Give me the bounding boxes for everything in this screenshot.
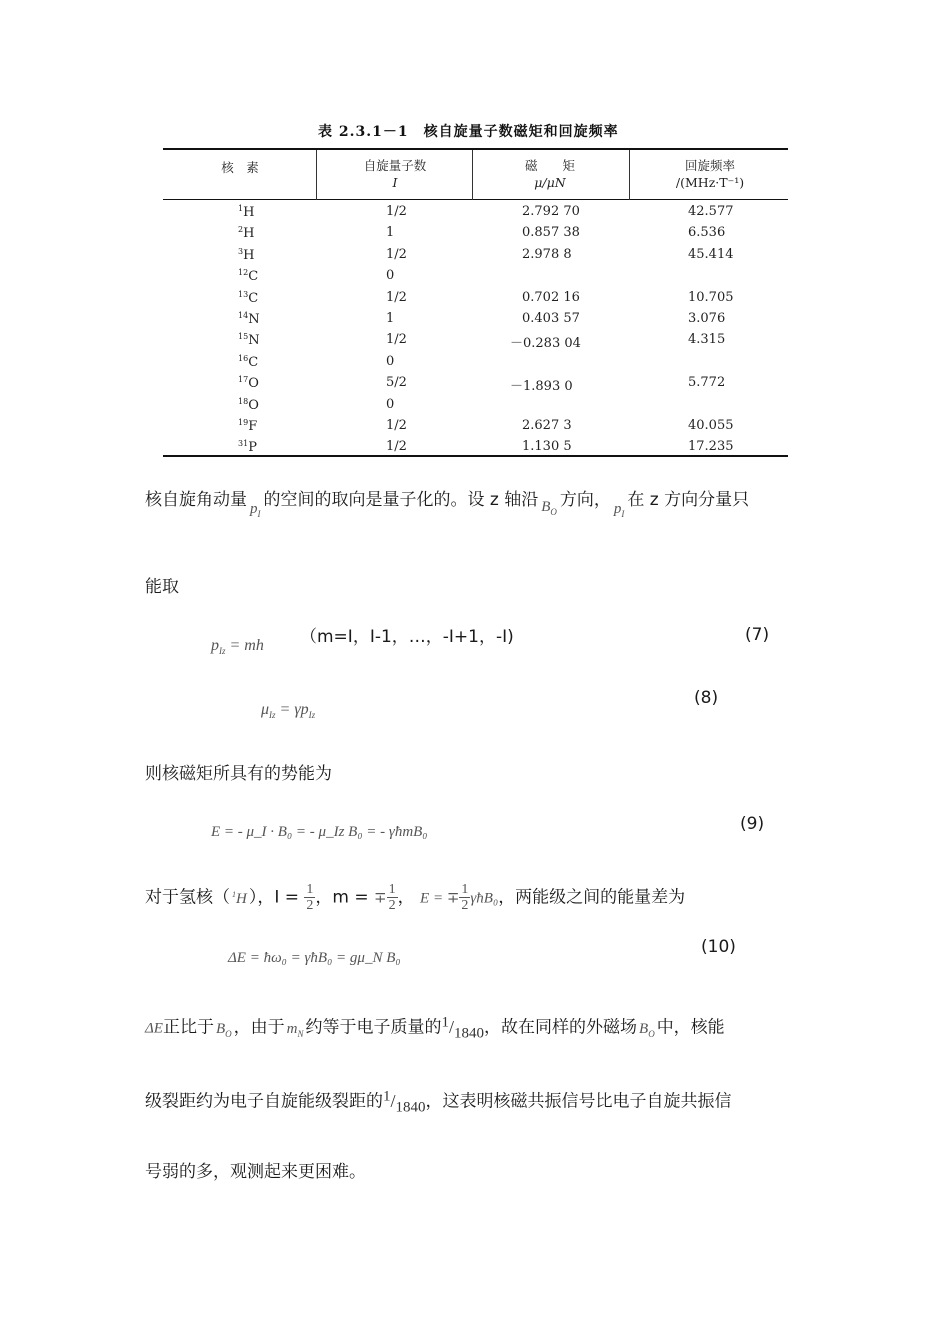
header-nuclide: 核 素 bbox=[221, 160, 259, 175]
table-top-rule bbox=[163, 148, 788, 150]
table-cell-spin: 1/2 bbox=[386, 439, 407, 454]
math-B0: $B_O$ bbox=[541, 499, 557, 517]
table-cell-nuclide: $^{15}$N bbox=[238, 332, 260, 348]
table-cell-frequency: 6.536 bbox=[688, 225, 726, 240]
table-cell-spin: 1/2 bbox=[386, 418, 407, 433]
equation-7-condition: （m=I，I-1，…，-I+1，-I) bbox=[300, 627, 514, 647]
math-hydrogen: $^1$H bbox=[232, 889, 247, 907]
table-cell-moment: 0.403 57 bbox=[522, 311, 580, 326]
math-B0: $B_O$ bbox=[215, 1020, 232, 1039]
table-cell-spin: 0 bbox=[386, 397, 395, 412]
table-cell-spin: 1/2 bbox=[386, 332, 407, 347]
math-E: E = ∓ bbox=[420, 890, 460, 907]
paragraph-3: 则核磁矩所具有的势能为 bbox=[145, 764, 332, 784]
equation-10-number: (10) bbox=[701, 937, 736, 957]
paragraph-1: 核自旋角动量 $p_I$的空间的取向是量子化的。设 z 轴沿 $B_O$方向， $p_I$在 z 方向分量只 bbox=[145, 490, 750, 519]
fraction-half: $\frac{1}{2}$ bbox=[306, 882, 314, 913]
math-pI: $p_I$ bbox=[250, 501, 261, 519]
table-cell-nuclide: $^1$H bbox=[238, 204, 255, 220]
paragraph-6: 级裂距约为电子自旋能级裂距的$^1/_{1840}$，这表明核磁共振信号比电子自旋共振信 bbox=[145, 1088, 732, 1116]
fraction-half: $\frac{1}{2}$ bbox=[461, 882, 469, 913]
table-cell-moment: －1.893 0 bbox=[510, 379, 573, 394]
paragraph-7: 号弱的多，观测起来更困难。 bbox=[145, 1162, 366, 1182]
table-cell-nuclide: $^{14}$N bbox=[238, 311, 260, 327]
table-cell-spin: 1/2 bbox=[386, 204, 407, 219]
table-title: 表 2.3.1－1 核自旋量子数磁矩和回旋频率 bbox=[318, 124, 619, 140]
table-divider bbox=[629, 150, 630, 200]
table-cell-frequency: 3.076 bbox=[688, 311, 726, 326]
table-cell-moment: 0.857 38 bbox=[522, 225, 580, 240]
header-moment: 磁 矩 μ/μN bbox=[524, 158, 575, 190]
table-divider bbox=[472, 150, 473, 200]
math-pI: $p_I$ bbox=[613, 501, 625, 519]
equation-9: E = - μ_I · B₀ = - μ_Iz B₀ = - γħmB₀ bbox=[211, 824, 428, 840]
table-cell-moment: 2.792 70 bbox=[522, 204, 580, 219]
header-spin: 自旋量子数 I bbox=[363, 158, 427, 190]
table-cell-moment: 1.130 5 bbox=[522, 439, 572, 454]
table-cell-frequency: 42.577 bbox=[688, 204, 734, 219]
table-cell-nuclide: $^{12}$C bbox=[238, 268, 259, 284]
table-cell-moment: 2.978 8 bbox=[522, 247, 572, 262]
table-cell-moment: －0.283 04 bbox=[510, 336, 581, 351]
table-cell-spin: 1/2 bbox=[386, 290, 407, 305]
table-cell-frequency: 10.705 bbox=[688, 290, 734, 305]
paragraph-5: ΔE正比于 $B_O$ ，由于 $m_N$ 约等于电子质量的$^1/_{1840}$，故在同样的外磁场 $B_O$ 中，核能 bbox=[145, 1014, 725, 1042]
table-cell-frequency: 5.772 bbox=[688, 375, 726, 390]
table-cell-spin: 1 bbox=[386, 311, 395, 326]
equation-7: $p_{Iz}$ = mh bbox=[211, 637, 264, 657]
table-cell-frequency: 17.235 bbox=[688, 439, 734, 454]
table-cell-spin: 1/2 bbox=[386, 247, 407, 262]
math-B0: $B_O$ bbox=[639, 1020, 655, 1039]
table-cell-moment: 0.702 16 bbox=[522, 290, 580, 305]
equation-9-number: (9) bbox=[740, 814, 765, 834]
table-cell-nuclide: $^3$H bbox=[238, 247, 255, 263]
table-divider bbox=[316, 150, 317, 200]
table-cell-nuclide: $^{16}$C bbox=[238, 354, 259, 370]
table-cell-nuclide: $^{13}$C bbox=[238, 290, 259, 306]
paragraph-4: 对于氢核（ $^1$H ），I = $\frac{1}{2}$ ，m = ∓ $\frac{1}{2}$ ， E = ∓ $\frac{1}{2}$ γħB₀，两能级之间的能量差为 bbox=[145, 882, 686, 913]
paragraph-2: 能取 bbox=[145, 577, 179, 597]
table-cell-frequency: 45.414 bbox=[688, 247, 734, 262]
table-cell-nuclide: $^{17}$O bbox=[238, 375, 259, 391]
table-cell-frequency: 4.315 bbox=[688, 332, 726, 347]
equation-7-number: (7) bbox=[745, 625, 770, 645]
math-deltaE: ΔE bbox=[145, 1020, 163, 1037]
table-cell-spin: 1 bbox=[386, 225, 395, 240]
table-cell-nuclide: $^2$H bbox=[238, 225, 255, 241]
table-cell-moment: 2.627 3 bbox=[522, 418, 572, 433]
table-cell-nuclide: $^{31}$P bbox=[238, 439, 257, 455]
table-cell-nuclide: $^{18}$O bbox=[238, 397, 259, 413]
table-cell-spin: 0 bbox=[386, 268, 395, 283]
table-bottom-rule bbox=[163, 455, 788, 457]
fraction-1-1840: $^1/_{1840}$ bbox=[383, 1088, 426, 1116]
header-frequency: 回旋频率 /(MHz·T⁻¹) bbox=[675, 158, 745, 190]
table-cell-nuclide: $^{19}$F bbox=[238, 418, 258, 434]
fraction-1-1840: $^1/_{1840}$ bbox=[441, 1014, 485, 1042]
equation-10: ΔE = ħω₀ = γħB₀ = gμ_N B₀ bbox=[228, 950, 401, 966]
fraction-half: $\frac{1}{2}$ bbox=[388, 882, 396, 913]
table-cell-frequency: 40.055 bbox=[688, 418, 734, 433]
table-cell-spin: 5/2 bbox=[386, 375, 407, 390]
table-cell-spin: 0 bbox=[386, 354, 395, 369]
equation-8: $\mu_{Iz} = \gamma p_{Iz}$ bbox=[261, 701, 316, 721]
table-header-rule bbox=[163, 199, 788, 200]
math-mN: $m_N$ bbox=[286, 1020, 304, 1039]
equation-8-number: (8) bbox=[694, 688, 719, 708]
